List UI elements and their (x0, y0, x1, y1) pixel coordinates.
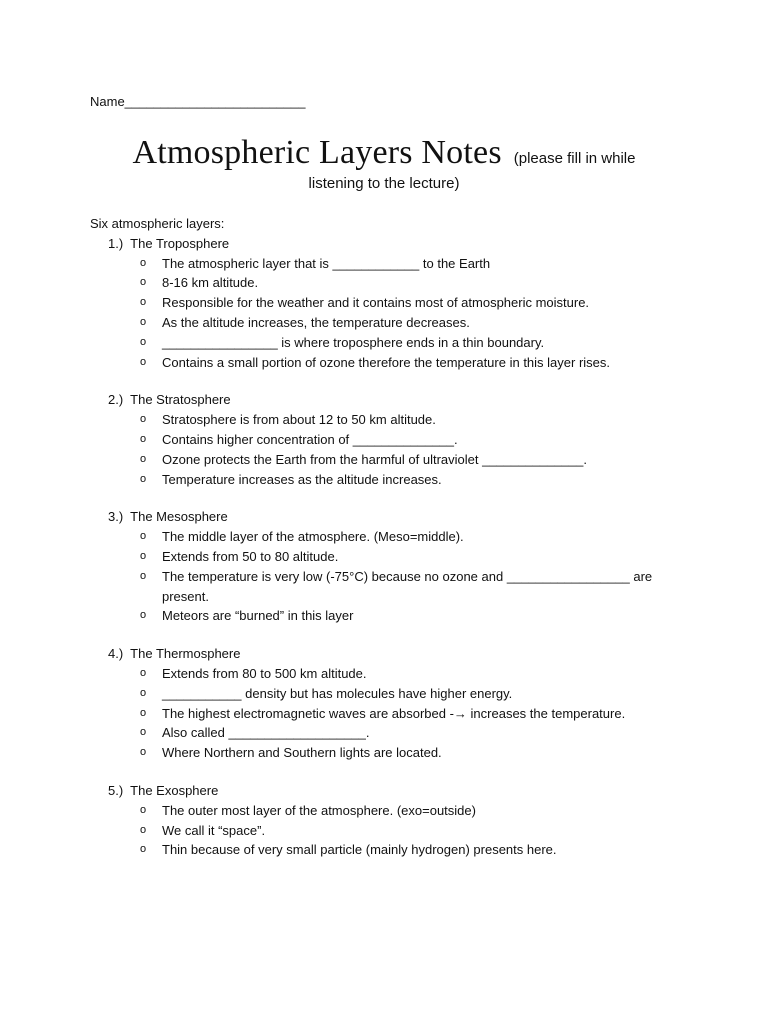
list-item (90, 801, 690, 821)
bullet-marker: o (140, 452, 147, 465)
list-item (90, 353, 690, 373)
list-item (90, 606, 690, 626)
list-item-text: The outer most layer of the atmosphere. (exo=outside) (162, 802, 476, 818)
list-item-text: Contains higher concentration of ______________. (162, 431, 458, 447)
list-item (90, 664, 690, 684)
list-item (90, 273, 690, 293)
bullet-list (90, 801, 690, 860)
list-item (90, 840, 690, 860)
bullet-marker: o (140, 569, 147, 582)
title-instruction-part2: listening to the lecture) (308, 175, 460, 192)
list-item-text: ________________ is where troposphere ends in a thin boundary. (162, 334, 545, 350)
list-item-text: 8-16 km altitude. (162, 275, 259, 291)
list-item-text: Contains a small portion of ozone therefore the temperature in this layer rises. (162, 354, 611, 370)
list-item (90, 313, 690, 333)
bullet-marker: o (140, 296, 147, 309)
list-item-text: Thin because of very small particle (mainly hydrogen) presents here. (162, 842, 557, 858)
list-item-text: Also called ___________________. (162, 725, 370, 741)
list-item-text: As the altitude increases, the temperature decreases. (162, 314, 470, 330)
name-field-label: Name_________________________ (90, 94, 306, 109)
layer-section-mesosphere (90, 507, 690, 626)
bullet-marker: o (140, 335, 147, 348)
bullet-marker: o (140, 843, 147, 856)
list-item (90, 254, 690, 274)
list-item-text: The temperature is very low (-75°C) because no ozone and _________________ are present. (162, 568, 653, 604)
layer-heading: 5.) The Exosphere (108, 782, 219, 798)
bullet-marker: o (140, 276, 147, 289)
list-item (90, 430, 690, 450)
list-item (90, 704, 690, 724)
list-item-text: Temperature increases as the altitude increases. (162, 471, 442, 487)
list-item (90, 293, 690, 313)
list-item (90, 723, 690, 743)
list-item (90, 567, 690, 607)
list-item (90, 684, 690, 704)
bullet-marker: o (140, 746, 147, 759)
list-item-text: Where Northern and Southern lights are located. (162, 745, 442, 761)
list-item-text: Stratosphere is from about 12 to 50 km altitude. (162, 412, 436, 428)
bullet-marker: o (140, 803, 147, 816)
layer-heading: 1.) The Troposphere (108, 235, 230, 251)
title-instruction-part1: (please fill in while (513, 150, 636, 167)
layer-heading: 3.) The Mesosphere (108, 509, 228, 525)
bullet-marker: o (140, 726, 147, 739)
bullet-marker: o (140, 355, 147, 368)
list-item (90, 333, 690, 353)
title-line (0, 133, 768, 173)
list-item-text: Extends from 50 to 80 altitude. (162, 548, 339, 564)
list-item-text: The highest electromagnetic waves are absorbed -→ increases the temperature. (162, 705, 626, 721)
list-item (90, 450, 690, 470)
list-item-text: Extends from 80 to 500 km altitude. (162, 665, 367, 681)
list-item (90, 821, 690, 841)
layer-heading: 2.) The Stratosphere (108, 392, 231, 408)
bullet-marker: o (140, 823, 147, 836)
layer-section-thermosphere (90, 644, 690, 763)
title-block (0, 133, 768, 195)
bullet-marker: o (140, 432, 147, 445)
notes-content (90, 214, 690, 878)
bullet-list (90, 527, 690, 626)
bullet-list (90, 254, 690, 373)
bullet-marker: o (140, 706, 147, 719)
list-item (90, 470, 690, 490)
bullet-marker: o (140, 609, 147, 622)
bullet-marker: o (140, 549, 147, 562)
bullet-list (90, 664, 690, 763)
list-item-text: Ozone protects the Earth from the harmful of ultraviolet ______________. (162, 451, 587, 467)
bullet-marker: o (140, 256, 147, 269)
list-item (90, 410, 690, 430)
list-item-text: ___________ density but has molecules have higher energy. (162, 685, 513, 701)
layer-section-troposphere (90, 234, 690, 373)
bullet-marker: o (140, 666, 147, 679)
list-item (90, 547, 690, 567)
list-item-text: Responsible for the weather and it contains most of atmospheric moisture. (162, 295, 590, 311)
intro-text: Six atmospheric layers: (90, 216, 225, 231)
bullet-marker: o (140, 472, 147, 485)
bullet-marker: o (140, 315, 147, 328)
bullet-marker: o (140, 413, 147, 426)
list-item-text: The middle layer of the atmosphere. (Meso=middle). (162, 529, 464, 545)
list-item (90, 527, 690, 547)
bullet-marker: o (140, 686, 147, 699)
list-item-text: Meteors are “burned” in this layer (162, 608, 354, 624)
layer-section-stratosphere (90, 390, 690, 489)
list-item (90, 743, 690, 763)
list-item-text: The atmospheric layer that is ____________ to the Earth (162, 255, 491, 271)
layer-heading: 4.) The Thermosphere (108, 646, 241, 662)
page-title: Atmospheric Layers Notes (132, 134, 502, 171)
bullet-marker: o (140, 530, 147, 543)
list-item-text: We call it “space”. (162, 822, 266, 838)
bullet-list (90, 410, 690, 489)
layer-section-exosphere (90, 781, 690, 860)
